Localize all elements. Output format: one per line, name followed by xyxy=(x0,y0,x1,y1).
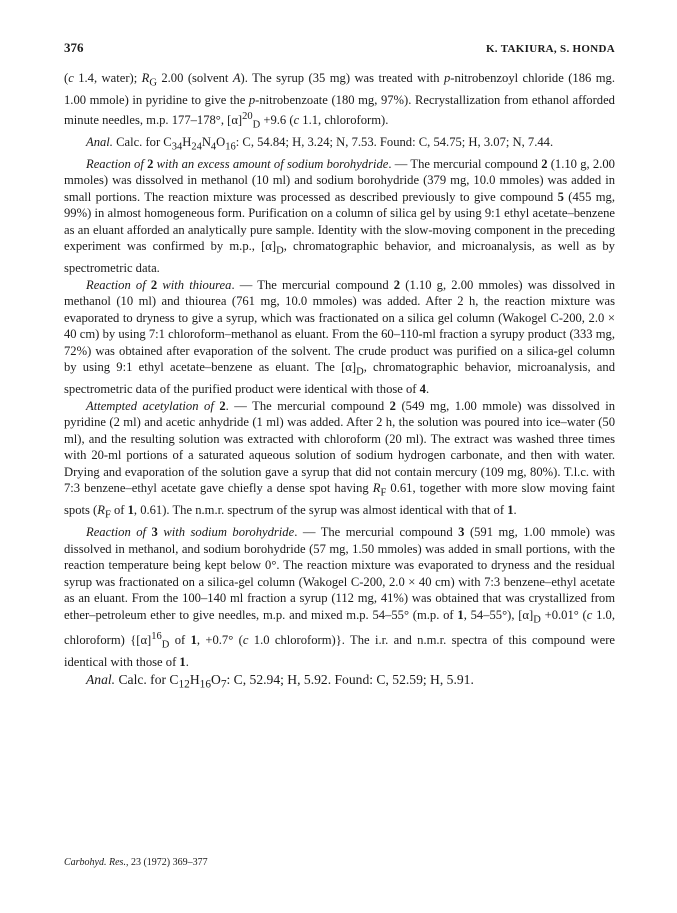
paragraph: Attempted acetylation of 2. — The mercurial compound 2 (549 mg, 1.00 mmole) was dissolved in pyridine (2 ml) and acetic anhydride (1 ml) was added. After 2 h, the solution was poured into ice–water (50 ml), and the resulting solution was extracted with chloroform (20 ml). The extract was washed three times with 20-ml portions of a saturated aqueous solution of sodium hydrogen carbonate, and then with water. Drying and evaporation of the solution gave a syrup that did not contain mercury (109 mg, 80%). T.l.c. with 7:3 benzene–ethyl acetate gave chiefly a dense spot having $R_F$ 0.61, together with more slow moving faint spots ($R_F$ of 1, 0.61). The n.m.r. spectrum of the syrup was almost identical with that of 1. xyxy=(64,398,615,521)
paragraph: Anal. Calc. for $C_{12}H_{16}O_7$: C, 52.94; H, 5.92. Found: C, 52.59; H, 5.91. xyxy=(86,671,474,691)
paragraph: Anal. Calc. for $C_{34}H_{24}N_4O_{16}$: C, 54.84; H, 3.24; N, 7.53. Found: C, 54.75; H, 3.07; N, 7.44. xyxy=(86,134,554,153)
page-header xyxy=(64,40,615,56)
page-footer xyxy=(64,857,208,868)
running-head: K. TAKIURA, S. HONDA xyxy=(485,43,615,55)
paragraph: Reaction of 3 with sodium borohydride. — The mercurial compound 3 (591 mg, 1.00 mmole) was dissolved in methanol, and sodium borohydride (57 mg, 1.50 mmoles) was added in small portions, with the reaction temperature being kept below 0°. The reaction mixture was evaporated to dryness and the residual syrup was fractionated on a silica-gel column (Wakogel C-200, 2.0 × 40 cm) with 7:3 benzene–ethyl acetate as an eluant. From the 100–140 ml fraction a syrup (112 mg, 41%) was obtained that was crystallized from ether–petroleum ether to give needles, m.p. and mixed m.p. 54–55° (m.p. of 1, 54–55°), $[\alpha]_D +0.01^\circ$ (c 1.0, chloroform) {$[\alpha]^{16}_D$ of 1, +0.7° (c 1.0 chloroform)}. The i.r. and n.m.r. spectra of this compound were identical with those of 1. xyxy=(64,525,616,670)
paragraph: Reaction of 2 with an excess amount of sodium borohydride. — The mercurial compound 2 (1.10 g, 2.00 mmoles) was dissolved in methanol (10 ml) and sodium borohydride (379 mg, 10.0 mmoles) was added in small portions. The reaction mixture was processed as described previously to give compound 5 (455 mg, 99%) in almost homogeneous form. Purification on a column of silica gel by using 9:1 ethyl acetate–benzene as an eluant afforded an analytically pure sample. Identity with the slow-moving component in the preceding experiment was confirmed by m.p., $[\alpha]_D$, chromatographic behavior, and microanalysis, as well as by spectrometric data. xyxy=(64,156,615,276)
journal-citation: , 23 (1972) 369–377 xyxy=(125,857,208,868)
paragraph: (c 1.4, water); $R_G$ 2.00 (solvent A). The syrup (35 mg) was treated with p-nitrobenzoyl chloride (186 mg. 1.00 mmole) in pyridine to give the p-nitrobenzoate (180 mg, 97%). Recrystallization from ethanol afforded minute needles, m.p. 177–178°, $[\alpha]^{20}_D +9.6$ (c 1.1, chloroform). xyxy=(64,71,615,131)
page-number: 376 xyxy=(64,40,84,55)
journal-name: Carbohyd. Res. xyxy=(64,857,126,868)
article-body xyxy=(64,70,615,694)
paragraph: Reaction of 2 with thiourea. — The mercurial compound 2 (1.10 g, 2.00 mmoles) was dissolved in methanol (10 ml) and thiourea (761 mg, 10.0 mmoles) was added. After 2 h, the reaction mixture was evaporated to dryness to give a syrup, which was fractionated on a silica gel column (Wakogel C-200, 2.0 × 40 cm) by using 7:1 chloroform–methanol as eluant. From the 60–110-ml fraction a syrupy product (333 mg, 72%) was obtained after evaporation of the solvent. The crude product was purified on a silica-gel column by using 9:1 ethyl acetate–benzene as eluant. The $[\alpha]_D$, chromatographic behavior, microanalysis, and spectrometric data of the purified product were identical with those of 4. xyxy=(64,277,615,397)
